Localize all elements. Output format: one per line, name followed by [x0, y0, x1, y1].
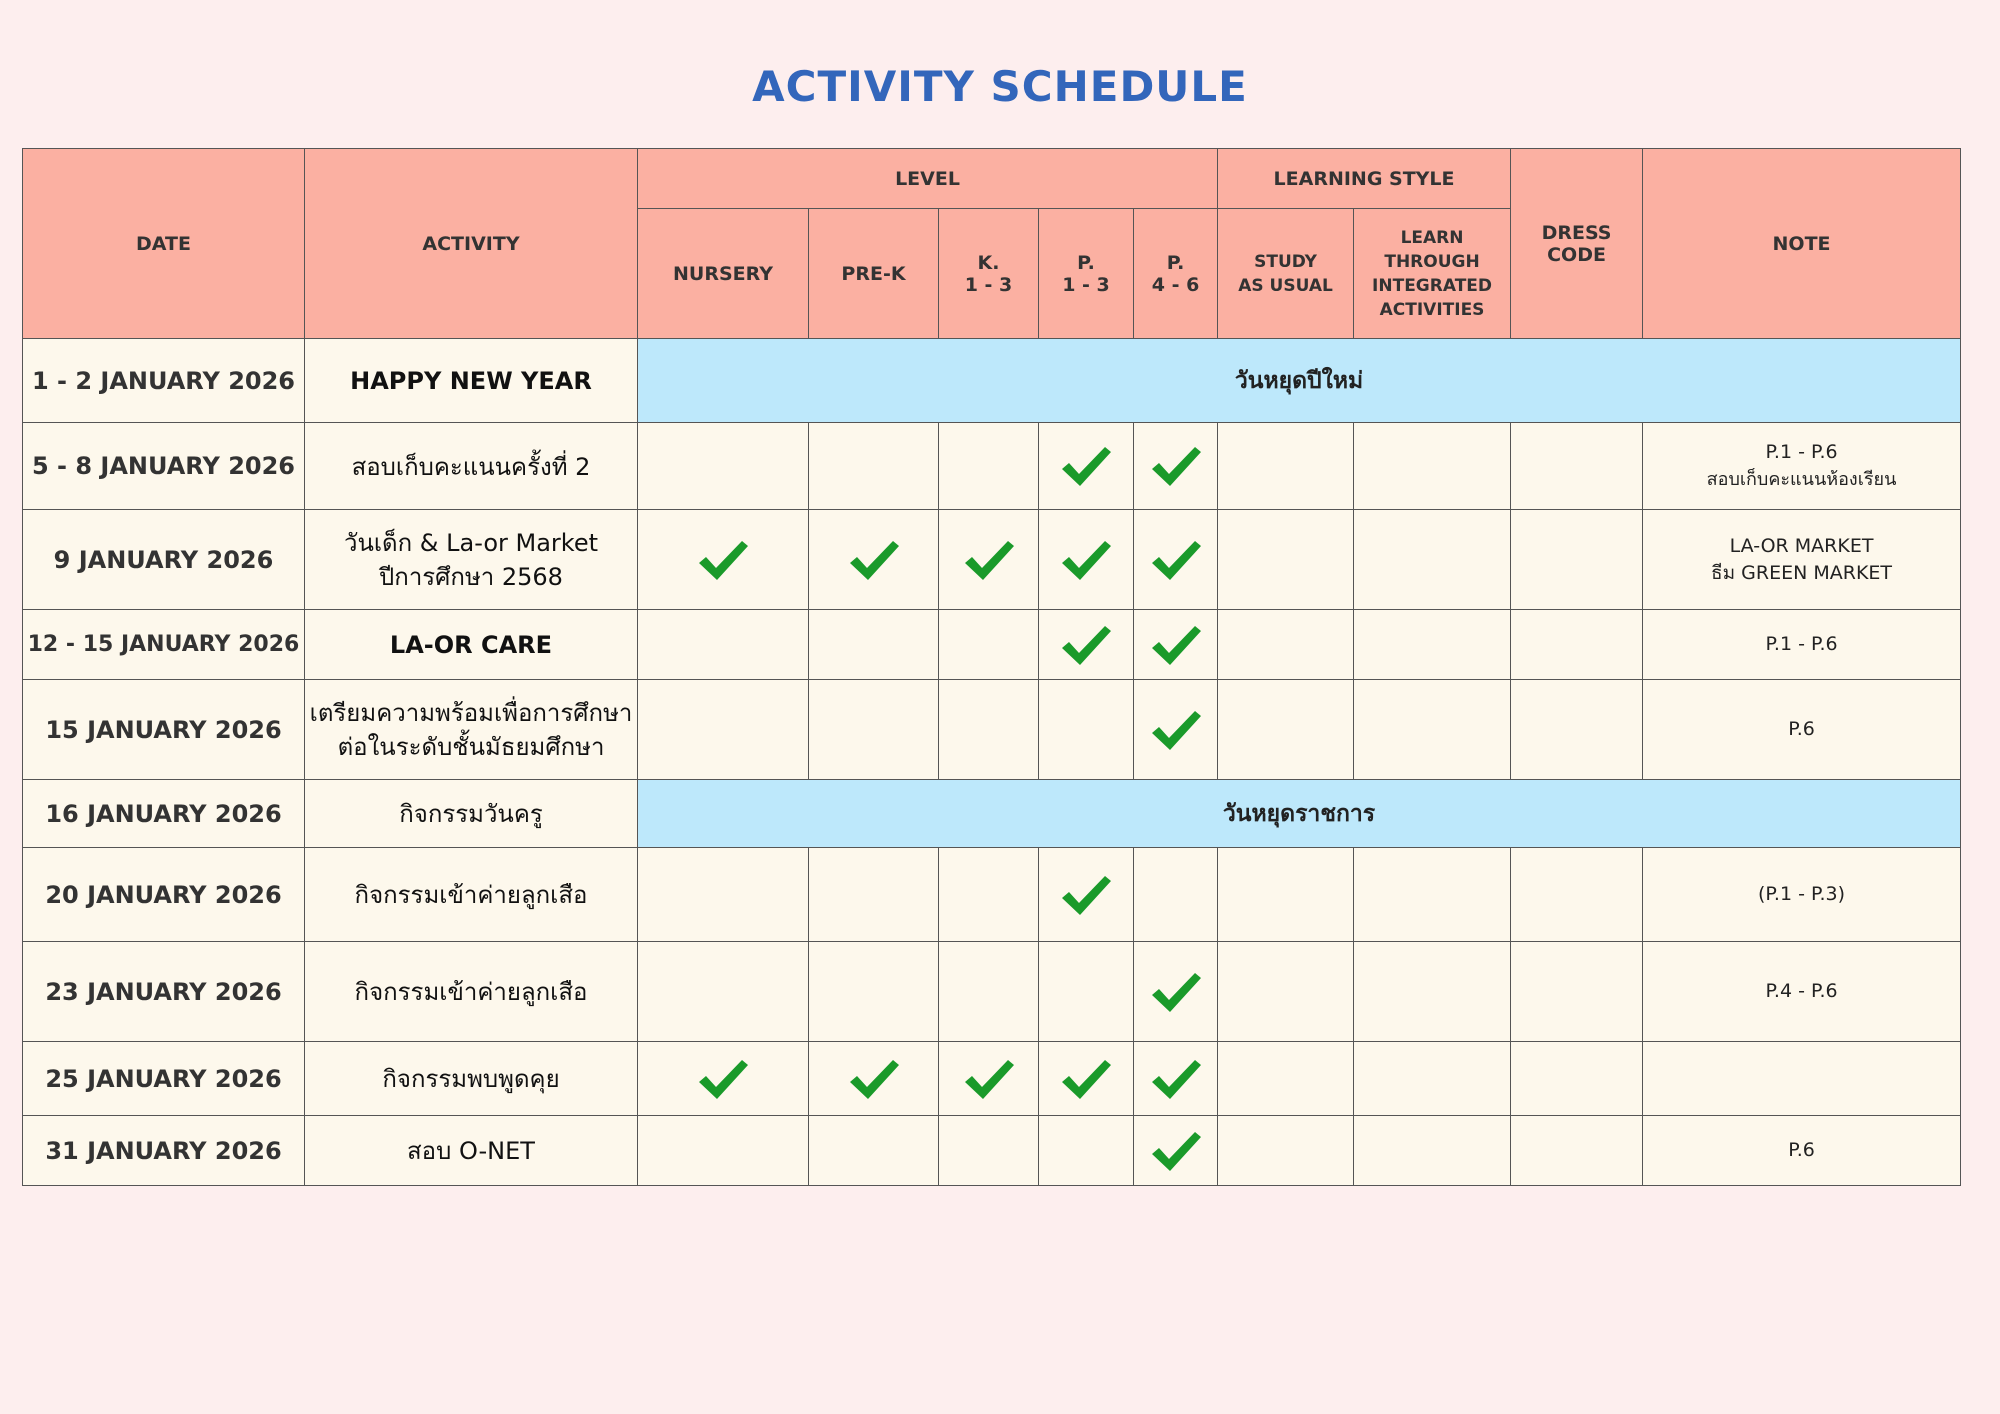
activity-cell: กิจกรรมเข้าค่ายลูกเสือ [305, 848, 638, 942]
date-cell: 23 JANUARY 2026 [23, 942, 305, 1042]
date-cell: 16 JANUARY 2026 [23, 780, 305, 848]
check-mark-icon [1149, 969, 1203, 1015]
table-row [23, 1116, 1961, 1186]
check-cell [1039, 510, 1134, 610]
activity-cell: กิจกรรมวันครู [305, 780, 638, 848]
check-mark-icon [1059, 443, 1113, 489]
check-cell [809, 1042, 939, 1116]
activity-cell: สอบ O-NET [305, 1116, 638, 1186]
header-activity: ACTIVITY [305, 149, 638, 339]
date-cell: 12 - 15 JANUARY 2026 [23, 610, 305, 680]
check-cell [1039, 423, 1134, 510]
table-row [23, 339, 1961, 423]
header-k-1-3: K. 1 - 3 [939, 209, 1039, 339]
header-level: LEVEL [638, 149, 1218, 209]
header-study-as-usual: STUDY AS USUAL [1218, 209, 1354, 339]
table-row [23, 942, 1961, 1042]
date-cell: 5 - 8 JANUARY 2026 [23, 423, 305, 510]
note-cell [1643, 1042, 1961, 1116]
check-mark-icon [1149, 537, 1203, 583]
table-row [23, 1042, 1961, 1116]
header-pre-k: PRE-K [809, 209, 939, 339]
date-cell: 9 JANUARY 2026 [23, 510, 305, 610]
check-mark-icon [696, 537, 750, 583]
check-mark-icon [1149, 1056, 1203, 1102]
check-mark-icon [1149, 1128, 1203, 1174]
check-cell [1134, 610, 1218, 680]
header-p-1-3: P. 1 - 3 [1039, 209, 1134, 339]
header-p-4-6: P. 4 - 6 [1134, 209, 1218, 339]
note-cell: P.6 [1643, 1116, 1961, 1186]
table-row [23, 610, 1961, 680]
check-mark-icon [1059, 872, 1113, 918]
check-cell [1039, 610, 1134, 680]
check-cell [1134, 942, 1218, 1042]
header-learn-through-integrated: LEARN THROUGH INTEGRATED ACTIVITIES [1354, 209, 1511, 339]
check-cell [1134, 680, 1218, 780]
check-cell [638, 1042, 809, 1116]
header-dress-code: DRESS CODE [1511, 149, 1643, 339]
table-row [23, 680, 1961, 780]
check-cell [1039, 1042, 1134, 1116]
table-row [23, 780, 1961, 848]
check-mark-icon [1059, 1056, 1113, 1102]
note-cell: P.4 - P.6 [1643, 942, 1961, 1042]
date-cell: 25 JANUARY 2026 [23, 1042, 305, 1116]
note-cell: (P.1 - P.3) [1643, 848, 1961, 942]
check-mark-icon [1149, 622, 1203, 668]
note-cell: P.1 - P.6 [1643, 610, 1961, 680]
activity-cell: LA-OR CARE [305, 610, 638, 680]
check-cell [1134, 1116, 1218, 1186]
date-cell: 15 JANUARY 2026 [23, 680, 305, 780]
check-mark-icon [1149, 707, 1203, 753]
header-date: DATE [23, 149, 305, 339]
activity-cell: เตรียมความพร้อมเพื่อการศึกษา ต่อในระดับชั้นมัธยมศึกษา [305, 680, 638, 780]
date-cell: 1 - 2 JANUARY 2026 [23, 339, 305, 423]
holiday-banner: วันหยุดราชการ [638, 780, 1961, 848]
table-row [23, 510, 1961, 610]
check-mark-icon [1149, 443, 1203, 489]
check-cell [809, 510, 939, 610]
activity-cell: สอบเก็บคะแนนครั้งที่ 2 [305, 423, 638, 510]
table-row [23, 423, 1961, 510]
header-nursery: NURSERY [638, 209, 809, 339]
check-cell [939, 510, 1039, 610]
check-cell [1039, 848, 1134, 942]
date-cell: 20 JANUARY 2026 [23, 848, 305, 942]
note-cell: LA-OR MARKET ธีม GREEN MARKET [1643, 510, 1961, 610]
check-mark-icon [962, 1056, 1016, 1102]
check-cell [939, 1042, 1039, 1116]
activity-cell: วันเด็ก & La-or Market ปีการศึกษา 2568 [305, 510, 638, 610]
check-mark-icon [696, 1056, 750, 1102]
note-cell: P.1 - P.6 สอบเก็บคะแนนห้องเรียน [1643, 423, 1961, 510]
activity-cell: กิจกรรมพบพูดคุย [305, 1042, 638, 1116]
holiday-banner: วันหยุดปีใหม่ [638, 339, 1961, 423]
check-cell [1134, 423, 1218, 510]
check-mark-icon [1059, 537, 1113, 583]
header-learning-style: LEARNING STYLE [1218, 149, 1511, 209]
check-mark-icon [1059, 622, 1113, 668]
check-mark-icon [847, 1056, 901, 1102]
check-mark-icon [962, 537, 1016, 583]
activity-cell: HAPPY NEW YEAR [305, 339, 638, 423]
check-mark-icon [847, 537, 901, 583]
check-cell [638, 510, 809, 610]
page-title: ACTIVITY SCHEDULE [752, 62, 1248, 111]
date-cell: 31 JANUARY 2026 [23, 1116, 305, 1186]
note-cell: P.6 [1643, 680, 1961, 780]
header-note: NOTE [1643, 149, 1961, 339]
check-cell [1134, 510, 1218, 610]
activity-schedule-table [22, 148, 1961, 1186]
table-row [23, 848, 1961, 942]
check-cell [1134, 1042, 1218, 1116]
activity-cell: กิจกรรมเข้าค่ายลูกเสือ [305, 942, 638, 1042]
